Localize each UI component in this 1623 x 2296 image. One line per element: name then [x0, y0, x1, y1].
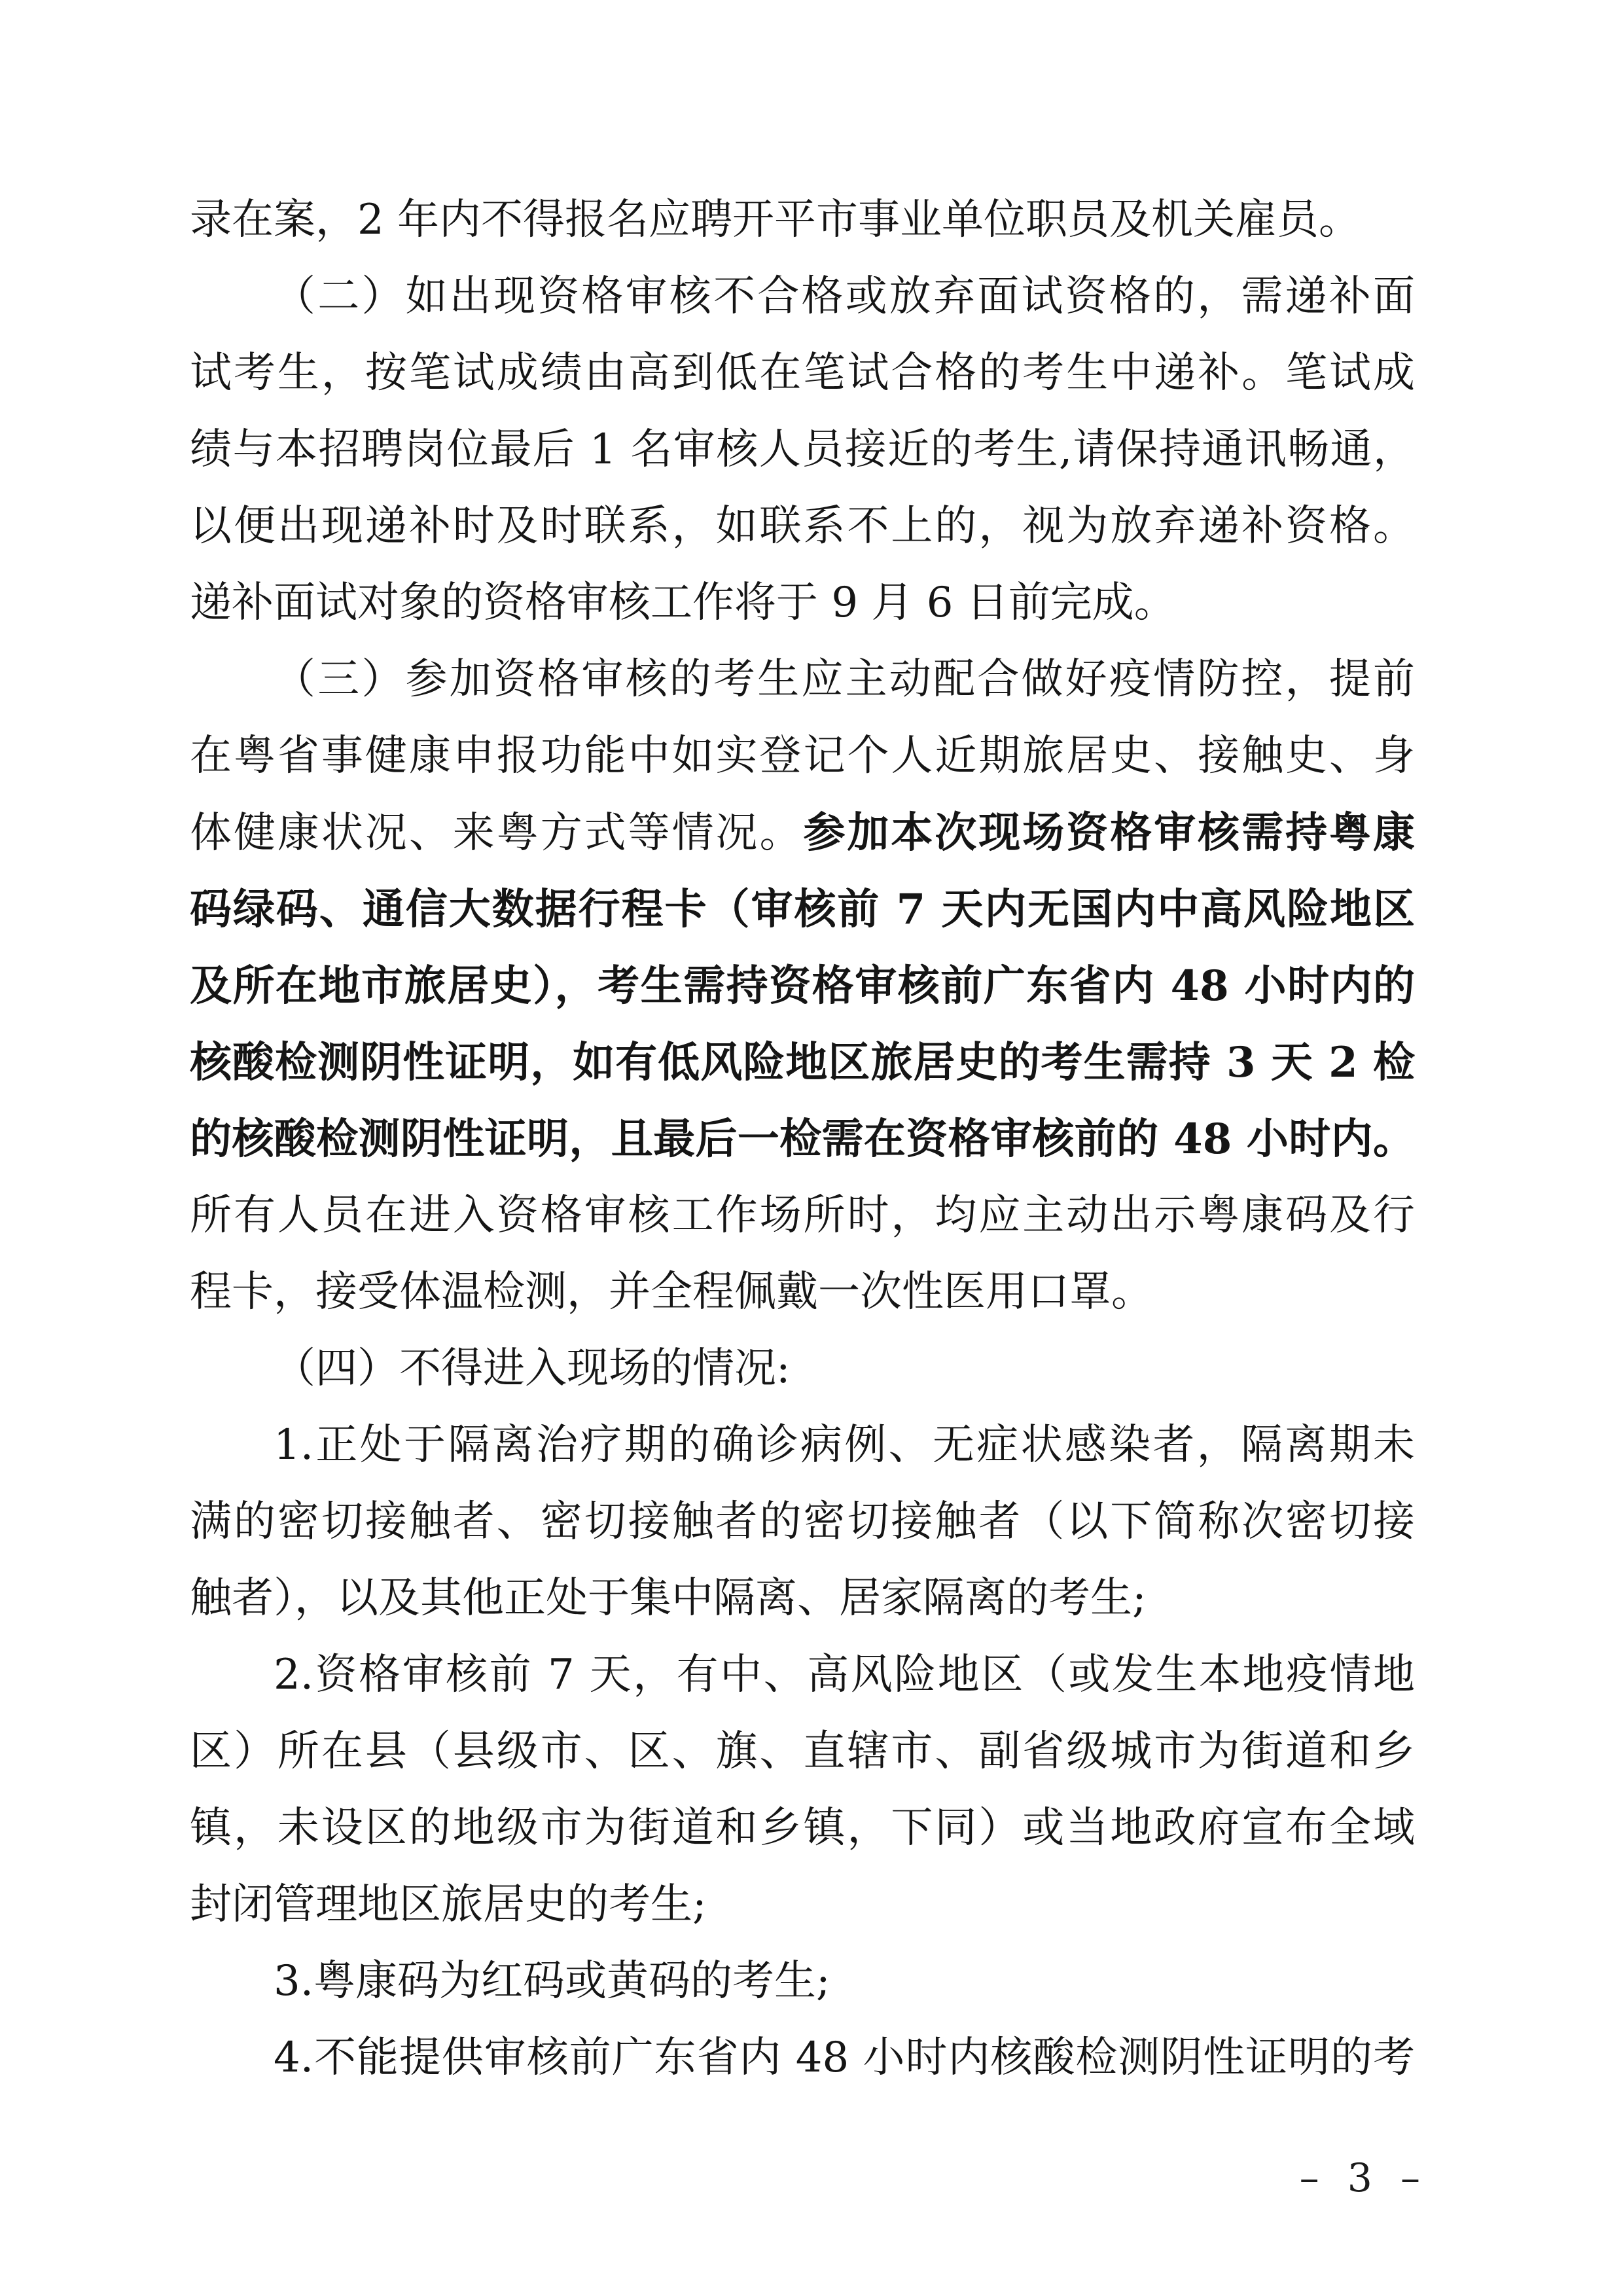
- text-segment: 以便出现递补时及时联系，如联系不上的，视为放弃递补资格。: [190, 502, 1415, 550]
- text-segment: 试考生，按笔试成绩由高到低在笔试合格的考生中递补。笔试成: [190, 349, 1415, 397]
- bold-text-segment: 的核酸检测阴性证明，且最后一检需在资格审核前的 48 小时内。: [190, 1115, 1415, 1164]
- text-segment: （二）如出现资格审核不合格或放弃面试资格的，需递补面: [274, 272, 1415, 321]
- document-body: [190, 182, 1415, 2096]
- text-segment: 1.正处于隔离治疗期的确诊病例、无症状感染者，隔离期未: [274, 1421, 1415, 1469]
- text-line: [190, 641, 1415, 718]
- text-line: [190, 1637, 1415, 1713]
- text-segment: 程卡，接受体温检测，并全程佩戴一次性医用口罩。: [190, 1268, 1153, 1316]
- text-line: [190, 948, 1415, 1024]
- bold-text-segment: 参加本次现场资格审核需持粤康: [803, 808, 1415, 857]
- text-line: [190, 718, 1415, 795]
- text-line: [190, 259, 1415, 335]
- text-segment: 封闭管理地区旅居史的考生;: [190, 1880, 707, 1929]
- text-line: [190, 1943, 1415, 2020]
- text-line: [190, 1101, 1415, 1177]
- text-line: [190, 182, 1415, 259]
- bold-text-segment: 核酸检测阴性证明，如有低风险地区旅居史的考生需持 3 天 2 检: [190, 1038, 1415, 1087]
- text-segment: 绩与本招聘岗位最后 1 名审核人员接近的考生,请保持通讯畅通，: [190, 425, 1415, 474]
- text-line: [190, 1867, 1415, 1943]
- text-line: [190, 2020, 1415, 2096]
- text-line: [190, 488, 1415, 565]
- text-line: [190, 1024, 1415, 1101]
- text-segment: 满的密切接触者、密切接触者的密切接触者（以下简称次密切接: [190, 1498, 1415, 1546]
- bold-text-segment: 及所在地市旅居史），考生需持资格审核前广东省内 48 小时内的: [190, 961, 1415, 1011]
- text-segment: 录在案，2 年内不得报名应聘开平市事业单位职员及机关雇员。: [190, 196, 1361, 244]
- text-line: [190, 565, 1415, 641]
- text-segment: （三）参加资格审核的考生应主动配合做好疫情防控，提前: [274, 655, 1415, 704]
- text-line: [190, 1713, 1415, 1790]
- text-line: [190, 1484, 1415, 1560]
- text-segment: 所有人员在进入资格审核工作场所时，均应主动出示粤康码及行: [190, 1191, 1415, 1240]
- text-line: [190, 871, 1415, 948]
- text-segment: 镇，未设区的地级市为街道和乡镇，下同）或当地政府宣布全域: [190, 1804, 1415, 1852]
- page-number: – 3 –: [1299, 2155, 1420, 2201]
- text-line: [190, 1254, 1415, 1331]
- text-line: [190, 795, 1415, 871]
- text-segment: 体健康状况、来粤方式等情况。: [190, 809, 804, 857]
- text-segment: 3.粤康码为红码或黄码的考生;: [274, 1957, 830, 2005]
- text-line: [190, 335, 1415, 412]
- text-line: [190, 412, 1415, 488]
- text-line: [190, 1560, 1415, 1637]
- text-segment: 在粤省事健康申报功能中如实登记个人近期旅居史、接触史、身: [190, 732, 1415, 780]
- text-segment: 触者），以及其他正处于集中隔离、居家隔离的考生;: [190, 1574, 1147, 1623]
- text-line: [190, 1790, 1415, 1867]
- bold-text-segment: 码绿码、通信大数据行程卡（审核前 7 天内无国内中高风险地区: [190, 885, 1415, 934]
- text-segment: 2.资格审核前 7 天，有中、高风险地区（或发生本地疫情地: [274, 1651, 1415, 1699]
- text-segment: （四）不得进入现场的情况:: [274, 1344, 791, 1393]
- text-segment: 区）所在县（县级市、区、旗、直辖市、副省级城市为街道和乡: [190, 1727, 1415, 1776]
- text-line: [190, 1177, 1415, 1254]
- text-line: [190, 1407, 1415, 1484]
- text-segment: 4.不能提供审核前广东省内 48 小时内核酸检测阴性证明的考: [274, 2034, 1415, 2082]
- text-line: [190, 1331, 1415, 1407]
- text-segment: 递补面试对象的资格审核工作将于 9 月 6 日前完成。: [190, 579, 1176, 627]
